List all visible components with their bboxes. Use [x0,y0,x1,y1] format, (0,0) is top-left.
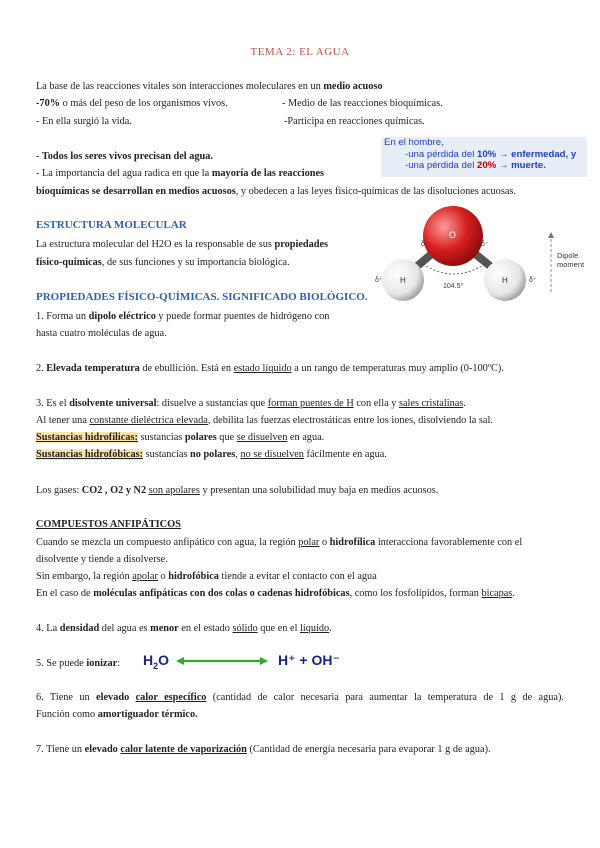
reaction-arrow [176,655,268,667]
prop-3-line-2: Al tener una constante dieléctrica elevada, debilita las fuerzas electrostáticas entre los iones, disolviendo la sal. [36,415,493,426]
prop-1-line-1: 1. Forma un dipolo eléctrico y puede formar puentes de hidrógeno con [36,311,330,322]
intro-line-3-right: -Participa en reacciones químicas. [284,116,425,127]
hydrogen-label-left: H [400,276,406,285]
all-need-line-2: - La importancia del agua radica en que la mayoría de las reacciones [36,168,325,179]
formula-ions: H⁺ + OH⁻ [278,652,340,668]
intro-line-3: - En ella surgió la vida. [36,116,132,127]
heading-estructura: ESTRUCTURA MOLECULAR [36,219,187,231]
estructura-line-1: La estructura molecular del H2O es la responsable de sus propiedades [36,239,329,250]
dipole-label-1: Dipole [557,251,579,260]
prop-6-line-2: Función como amortiguador térmico. [36,709,198,720]
intro-line-2-right: - Medio de las reacciones bioquímicas. [282,98,443,109]
intro-line-2: -70% o más del peso de los organismos vivos. [36,98,228,109]
heading-anfipaticos: COMPUESTOS ANFIPÁTICOS [36,519,181,530]
angle-label: 104.5° [443,283,464,290]
all-need-line-1: - Todos los seres vivos precisan del agua. [36,151,213,162]
prop-4: 4. La densidad del agua es menor en el estado sólido que en el líquido. [36,623,332,634]
anfi-line-2: disolvente y tiende a disolverse. [36,554,168,565]
prop-5: 5. Se puede ionizar: [36,658,121,669]
oxygen-label: O [449,230,457,240]
prop-2: 2. Elevada temperatura de ebullición. Está en estado líquido a un rango de temperaturas muy amplio (0-100ºC). [36,363,504,374]
page-title: TEMA 2: EL AGUA [250,46,350,58]
anfi-line-4: En el caso de moléculas anfipáticas con dos colas o cadenas hidrofóbicas, como los fosfolípidos, forman bicapas. [36,588,515,599]
dipole-arrow-head [548,232,554,238]
delta-plus-left: δ⁺ [375,277,383,284]
prop-1-line-2: hasta cuatro moléculas de agua. [36,328,167,339]
gases-line: Los gases: CO2 , O2 y N2 son apolares y presentan una solubilidad muy baja en medios acuosos. [36,485,439,496]
prop-7: 7. Tiene un elevado calor latente de vaporización (Cantidad de energía necesaria para evaporar 1 g de agua). [36,744,491,755]
hydrogen-label-right: H [502,276,508,285]
all-need-line-3: bioquímicas se desarrollan en medios acuosos, y obedecen a las leyes físico-químicas de las disoluciones acuosas. [36,186,516,197]
water-molecule-diagram [345,200,595,305]
hidrofilicas-line: Sustancias hidrofílicas: sustancias polares que se disuelven en agua. [36,432,325,443]
formula-h2o: $H_2O$ [143,652,170,671]
delta-plus-right: δ⁺ [529,277,537,284]
delta-minus-right: δ⁻ [481,241,489,248]
hidrofobicas-line: Sustancias hidrofóbicas: sustancias no polares, no se disuelven fácilmente en agua. [36,449,387,460]
health-callout: En el hombre, -una pérdida del 10% → enfermedad, y -una pérdida del 20% → muerte. [381,137,587,177]
estructura-line-2: físico-químicas, de sus funciones y su importancia biológica. [36,257,290,268]
anfi-line-3: Sin embargo, la región apolar o hidrofóbica tiende a evitar el contacto con el agua [36,571,377,582]
prop-3-line-1: 3. Es el disolvente universal: disuelve a sustancias que forman puentes de H con ella y sales cristalinas. [36,398,466,409]
prop-6-line-1: 6. Tiene un elevado calor específico (cantidad de calor necesaria para aumentar la temperatura de 1 g de agua). [36,692,564,703]
intro-line-1: La base de las reacciones vitales son interacciones moleculares en un medio acuoso [36,81,383,92]
anfi-line-1: Cuando se mezcla un compuesto anfipático con agua, la región polar o hidrofílica interacciona favorablemente con el [36,537,523,548]
heading-propiedades: PROPIEDADES FÍSICO-QUÍMICAS. SIGNIFICADO BIOLÓGICO. [36,291,368,303]
delta-minus-left: δ⁻ [421,241,429,248]
dipole-label-2: moment [557,260,585,269]
